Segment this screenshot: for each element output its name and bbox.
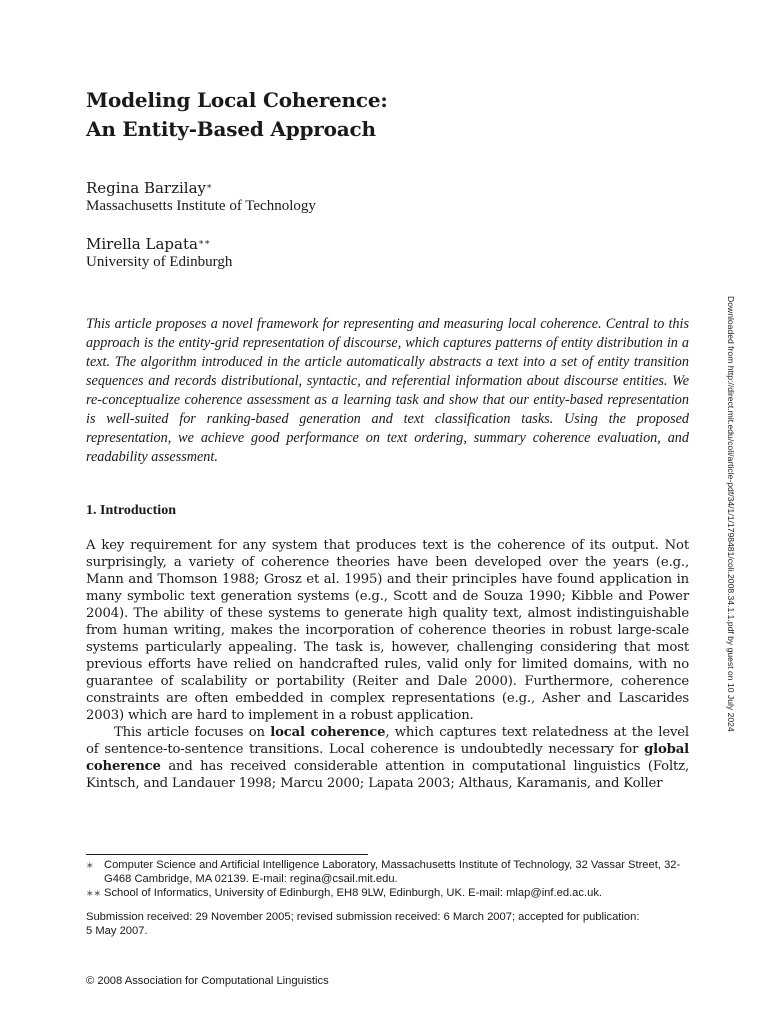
author-name-text: Mirella Lapata bbox=[86, 235, 198, 253]
footnote-mark: ∗ bbox=[86, 860, 94, 870]
download-notice: Downloaded from http://direct.mit.edu/coli/article-pdf/34/1/1/1798481/coli.2008.34.1.1.pdf by guest on 10 July 2024 bbox=[726, 296, 736, 732]
author-name bbox=[86, 179, 316, 197]
section-heading: 1. Introduction bbox=[86, 503, 176, 518]
footnotes bbox=[86, 858, 689, 900]
body-text-run: This article focuses on bbox=[114, 725, 271, 740]
footnote-text: School of Informatics, University of Edinburgh, EH8 9LW, Edinburgh, UK. E-mail: mlap@inf.ed.ac.uk. bbox=[104, 887, 603, 899]
copyright-notice: © 2008 Association for Computational Linguistics bbox=[86, 975, 329, 987]
footnote bbox=[86, 858, 689, 886]
body-paragraph bbox=[86, 724, 689, 792]
body-text-run: , which captures text relatedness at the level of sentence-to-sentence transitions. Local coherence is undoubtedly necessary for bbox=[86, 725, 689, 757]
author-footnote-mark: ∗∗ bbox=[197, 238, 211, 248]
footnote-text: Computer Science and Artificial Intelligence Laboratory, Massachusetts Institute of Technology, 32 Vassar Street, 32-G468 Cambridge, MA 02139. E-mail: regina@csail.mit.edu. bbox=[104, 859, 681, 885]
title-line-2: An Entity-Based Approach bbox=[86, 117, 376, 141]
submission-dates: Submission received: 29 November 2005; revised submission received: 6 March 2007; accepted for publication: 5 May 2007. bbox=[86, 911, 640, 937]
footnote bbox=[86, 886, 689, 900]
title-line-1: Modeling Local Coherence: bbox=[86, 88, 388, 112]
author-footnote-mark: ∗ bbox=[206, 182, 213, 192]
introduction-body bbox=[86, 537, 689, 792]
key-term-local-coherence: local coherence bbox=[270, 725, 386, 740]
body-text-run: and has received considerable attention in computational linguistics (Foltz, Kintsch, and Landauer 1998; Marcu 2000; Lapata 2003; Althaus, Karamanis, and Koller bbox=[86, 759, 689, 791]
author-affiliation: University of Edinburgh bbox=[86, 254, 233, 270]
author-name-text: Regina Barzilay bbox=[86, 179, 206, 197]
paper-title bbox=[86, 86, 686, 144]
author-block-2 bbox=[86, 235, 232, 272]
footnote-divider bbox=[86, 854, 368, 855]
key-term-global-coherence: global coherence bbox=[86, 742, 689, 774]
author-name bbox=[86, 235, 232, 253]
download-sidebar bbox=[726, 296, 746, 732]
abstract: This article proposes a novel framework for representing and measuring local coherence. Central to this approach is the entity-grid representation of discourse, which captures patterns of entity distribution in a text. The algorithm introduced in the article automatically abstracts a text into a set of entity transition sequences and records distributional, syntactic, and referential information about discourse entities. We re-conceptualize coherence assessment as a learning task and show that our entity-based representation is well-suited for ranking-based generation and text classification tasks. Using the proposed representation, we achieve good performance on text ordering, summary coherence evaluation, and readability assessment. bbox=[86, 316, 689, 465]
footnote-mark: ∗∗ bbox=[86, 888, 102, 898]
author-block-1 bbox=[86, 179, 316, 216]
author-affiliation: Massachusetts Institute of Technology bbox=[86, 198, 316, 214]
body-paragraph: A key requirement for any system that produces text is the coherence of its output. Not surprisingly, a variety of coherence theories have been developed over the years (e.g., Mann and Thomson 1988; Grosz et al. 1995) and their principles have found application in many symbolic text generation systems (e.g., Scott and de Souza 1990; Kibble and Power 2004). The ability of these systems to generate high quality text, almost indistinguishable from human writing, makes the incorporation of coherence theories in robust large-scale systems particularly appealing. The task is, however, challenging considering that most previous efforts have relied on handcrafted rules, valid only for limited domains, with no guarantee of scalability or portability (Reiter and Dale 2000). Furthermore, coherence constraints are often embedded in complex representations (e.g., Asher and Lascarides 2003) which are hard to implement in a robust application. bbox=[86, 538, 689, 723]
